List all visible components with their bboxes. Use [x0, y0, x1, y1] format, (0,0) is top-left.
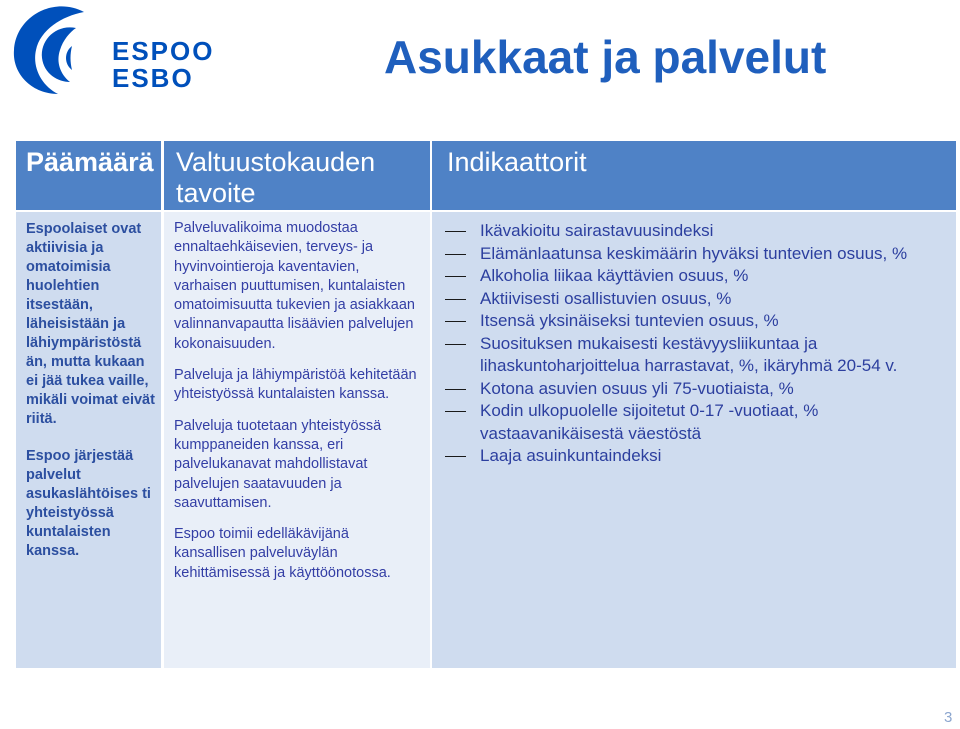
indicator-item: [445, 220, 950, 243]
dash-bullet-icon: [445, 231, 466, 232]
dash-bullet-icon: [445, 321, 466, 322]
dash-bullet-icon: [445, 276, 466, 277]
goal-paragraph: Espoo järjestää palvelut asukaslähtöises ti yhteistyössä kuntalaisten kanssa.: [26, 448, 151, 559]
dash-bullet-icon: [445, 389, 466, 390]
indicator-item: [445, 400, 950, 445]
indicator-text: Suosituksen mukaisesti kestävyysliikuntaa ja lihaskuntoharjoittelua harrastavat, %, ikäryhmä 20-54 v.: [480, 333, 898, 375]
espoo-logo: [6, 2, 215, 98]
logo-wordmark: [112, 38, 214, 92]
indicator-text: Kodin ulkopuolelle sijoitetut 0-17 -vuotiaat, % vastaavanikäisestä väestöstä: [480, 401, 819, 443]
page-number: 3: [944, 709, 953, 726]
indicator-item: [445, 333, 950, 378]
indicator-item: [445, 445, 950, 468]
indicator-text: Elämänlaatunsa keskimäärin hyväksi tuntevien osuus, %: [480, 243, 908, 263]
goal-cell: [16, 212, 161, 668]
indicators-cell: [432, 212, 956, 668]
dash-bullet-icon: [445, 299, 466, 300]
header-council-goal: Valtuustokauden tavoite: [164, 141, 430, 210]
indicator-item: [445, 288, 950, 311]
goal-paragraph: Espoolaiset ovat aktiivisia ja omatoimisia huolehtien itsestään, läheisistään ja lähiympäristöstä än, mutta kukaan ei jää tukea vaille, mikäli voimat eivät riitä.: [26, 221, 155, 427]
council-goal-paragraph: Palveluvalikoima muodostaa ennaltaehkäisevien, terveys- ja hyvinvointieroja kaventavien, varhaisen puuttumisen, kuntalaisten omatoimisuutta tukevien ja asiakkaan valinnanvapautta lisäävien palvelujen kokonaisuuden.: [174, 220, 415, 352]
dash-bullet-icon: [445, 411, 466, 412]
header-indicators: Indikaattorit: [432, 141, 956, 210]
espoo-logo-icon: [6, 2, 112, 98]
indicator-item: [445, 378, 950, 401]
council-goal-paragraph: Palveluja ja lähiympäristöä kehitetään yhteistyössä kuntalaisten kanssa.: [174, 367, 417, 403]
page-title: Asukkaat ja palvelut: [384, 31, 827, 83]
dash-bullet-icon: [445, 456, 466, 457]
council-goal-paragraph: Palveluja tuotetaan yhteistyössä kumppaneiden kanssa, eri palvelukanavat mahdollistavat palvelujen saatavuuden ja saavuttamisen.: [174, 417, 382, 511]
dash-bullet-icon: [445, 344, 466, 345]
indicator-text: Aktiivisesti osallistuvien osuus, %: [480, 288, 732, 308]
indicator-item: [445, 243, 950, 266]
indicator-text: Kotona asuvien osuus yli 75-vuotiaista, %: [480, 378, 794, 398]
indicator-item: [445, 310, 950, 333]
indicator-text: Laaja asuinkuntaindeksi: [480, 446, 662, 465]
council-goal-paragraph: Espoo toimii edelläkävijänä kansallisen palveluväylän kehittämisessä ja käyttöönotossa.: [174, 526, 391, 581]
indicator-item: [445, 265, 950, 288]
logo-line-2: ESBO: [112, 63, 194, 93]
council-goal-cell: [164, 212, 430, 668]
dash-bullet-icon: [445, 254, 466, 255]
logo-line-1: ESPOO: [112, 36, 215, 66]
indicator-text: Ikävakioitu sairastavuusindeksi: [480, 221, 714, 240]
indicator-text: Alkoholia liikaa käyttävien osuus, %: [480, 266, 749, 285]
header-goal: Päämäärä: [16, 141, 161, 210]
indicator-text: Itsensä yksinäiseksi tuntevien osuus, %: [480, 311, 779, 330]
indicator-list: [445, 220, 950, 468]
